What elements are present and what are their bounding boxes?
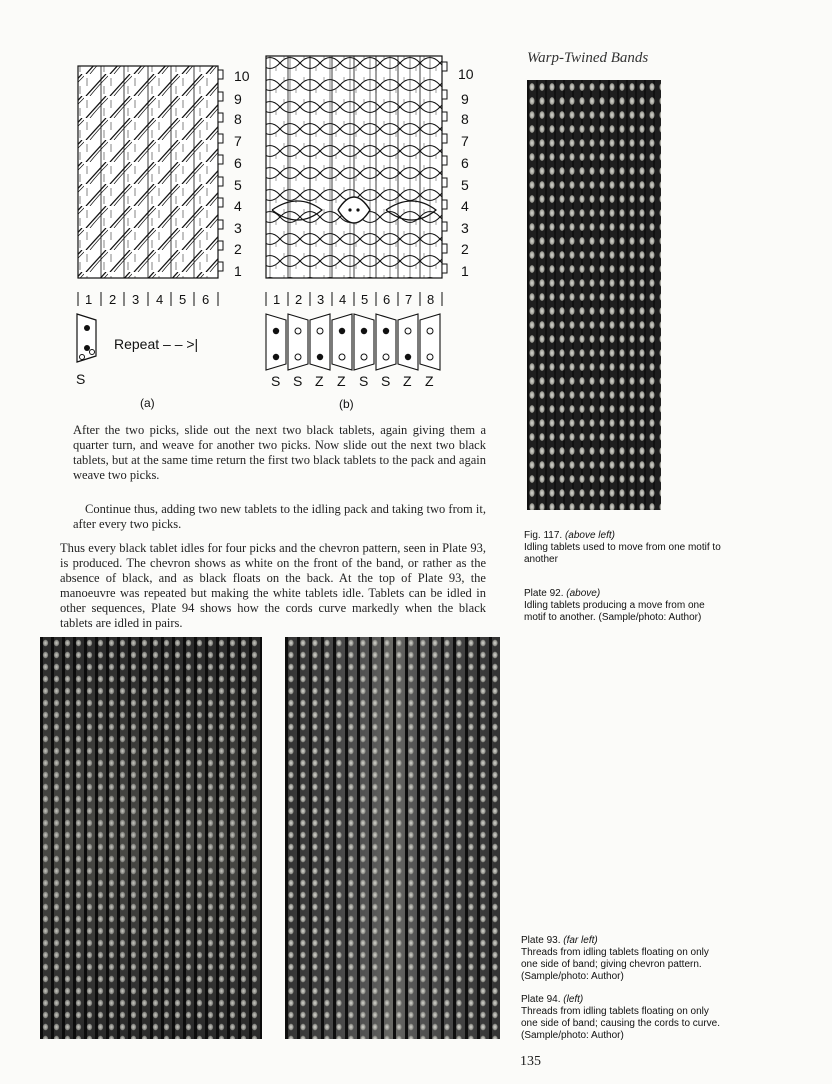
svg-text:S: S bbox=[359, 373, 369, 389]
paragraph-1: After the two picks, slide out the next two black tablets, again giving them a quarter turn, and weave for another two picks. Now slide out the next two black tablets, but at the same time return the first two black tablets to the pack and again weave two picks. bbox=[73, 423, 486, 482]
svg-text:1: 1 bbox=[273, 292, 281, 307]
page-number: 135 bbox=[520, 1054, 541, 1069]
svg-text:8: 8 bbox=[461, 111, 469, 127]
part-b-row-ticks bbox=[442, 62, 447, 273]
part-b-label: (b) bbox=[339, 397, 354, 411]
svg-text:4: 4 bbox=[339, 292, 347, 307]
svg-text:S: S bbox=[293, 373, 303, 389]
svg-text:1: 1 bbox=[234, 263, 242, 279]
plate-94-photo bbox=[285, 637, 500, 1039]
caption-plate-92-position: (above) bbox=[566, 588, 601, 599]
svg-text:Z: Z bbox=[425, 373, 434, 389]
part-a-row-ticks bbox=[218, 70, 223, 271]
part-b-grid bbox=[266, 56, 442, 278]
svg-text:3: 3 bbox=[234, 220, 242, 236]
caption-plate-93 bbox=[521, 935, 721, 983]
part-a-tablet-label: S bbox=[76, 371, 86, 387]
svg-text:9: 9 bbox=[461, 91, 469, 107]
svg-text:5: 5 bbox=[361, 292, 369, 307]
fig-117-diagram bbox=[60, 52, 500, 414]
svg-text:10: 10 bbox=[458, 66, 474, 82]
svg-text:S: S bbox=[271, 373, 281, 389]
svg-text:8: 8 bbox=[234, 111, 242, 127]
caption-plate-93-position: (far left) bbox=[563, 935, 598, 946]
svg-text:3: 3 bbox=[461, 220, 469, 236]
svg-text:6: 6 bbox=[461, 155, 469, 171]
part-a-tablet bbox=[77, 314, 96, 362]
repeat-label: Repeat – – >| bbox=[114, 336, 199, 352]
svg-text:4: 4 bbox=[234, 198, 242, 214]
svg-text:4: 4 bbox=[461, 198, 469, 214]
svg-text:Z: Z bbox=[315, 373, 324, 389]
caption-fig-117 bbox=[524, 530, 724, 566]
svg-text:S: S bbox=[381, 373, 391, 389]
svg-text:Z: Z bbox=[337, 373, 346, 389]
part-a-label: (a) bbox=[140, 396, 155, 410]
svg-text:7: 7 bbox=[461, 133, 469, 149]
svg-text:2: 2 bbox=[461, 241, 469, 257]
part-b-tablets bbox=[266, 314, 440, 370]
svg-text:3: 3 bbox=[317, 292, 325, 307]
part-a-column-numbers bbox=[85, 292, 209, 307]
caption-plate-93-number: Plate 93. bbox=[521, 935, 561, 946]
svg-text:8: 8 bbox=[427, 292, 435, 307]
caption-fig-117-text: Idling tablets used to move from one motif to another bbox=[524, 542, 721, 565]
svg-text:7: 7 bbox=[405, 292, 413, 307]
caption-plate-92-number: Plate 92. bbox=[524, 588, 564, 599]
svg-text:1: 1 bbox=[85, 292, 93, 307]
caption-plate-92-text: Idling tablets producing a move from one motif to another. (Sample/photo: Author) bbox=[524, 600, 705, 623]
svg-text:3: 3 bbox=[132, 292, 140, 307]
paragraph-3: Thus every black tablet idles for four picks and the chevron pattern, seen in Plate 93, is produced. The chevron shows as white on the front of the band, or rather as the absence of black, and as black floats on the back. At the top of Plate 93, the manoeuvre was repeated but making the white tablets idle. Tablets can be idled in other sequences, Plate 94 shows how the cords curve markedly when the black tablets are idled in pairs. bbox=[60, 541, 486, 630]
svg-text:2: 2 bbox=[109, 292, 117, 307]
svg-text:5: 5 bbox=[461, 177, 469, 193]
plate-93-photo bbox=[40, 637, 262, 1039]
svg-text:10: 10 bbox=[234, 68, 250, 84]
svg-text:5: 5 bbox=[179, 292, 187, 307]
part-b-row-numbers bbox=[458, 66, 474, 279]
part-b-threading-labels bbox=[271, 373, 434, 389]
caption-plate-92 bbox=[524, 588, 720, 624]
part-b-column-dividers bbox=[266, 292, 442, 306]
caption-plate-94-text: Threads from idling tablets floating on only one side of band; causing the cords to curve. (Sample/photo: Author) bbox=[521, 1006, 721, 1041]
plate-92-photo bbox=[527, 80, 661, 510]
caption-fig-117-number: Fig. 117. bbox=[524, 530, 563, 541]
paragraph-2: Continue thus, adding two new tablets to the idling pack and taking two from it, after every two picks. bbox=[73, 502, 486, 531]
caption-plate-93-text: Threads from idling tablets floating on only one side of band; giving chevron pattern. (Sample/photo: Author) bbox=[521, 947, 709, 982]
svg-text:7: 7 bbox=[234, 133, 242, 149]
part-a-row-numbers bbox=[234, 68, 250, 279]
svg-text:Z: Z bbox=[403, 373, 412, 389]
svg-text:2: 2 bbox=[295, 292, 303, 307]
svg-text:4: 4 bbox=[156, 292, 164, 307]
running-header: Warp-Twined Bands bbox=[527, 50, 649, 66]
svg-text:6: 6 bbox=[234, 155, 242, 171]
svg-text:1: 1 bbox=[461, 263, 469, 279]
svg-text:6: 6 bbox=[202, 292, 210, 307]
svg-text:9: 9 bbox=[234, 91, 242, 107]
part-a-column-dividers bbox=[78, 292, 218, 306]
svg-text:5: 5 bbox=[234, 177, 242, 193]
caption-plate-94-number: Plate 94. bbox=[521, 994, 561, 1005]
caption-fig-117-position: (above left) bbox=[564, 530, 615, 541]
caption-plate-94 bbox=[521, 994, 721, 1042]
caption-plate-94-position: (left) bbox=[563, 994, 584, 1005]
part-a-grid bbox=[78, 66, 218, 278]
svg-text:6: 6 bbox=[383, 292, 391, 307]
svg-text:2: 2 bbox=[234, 241, 242, 257]
